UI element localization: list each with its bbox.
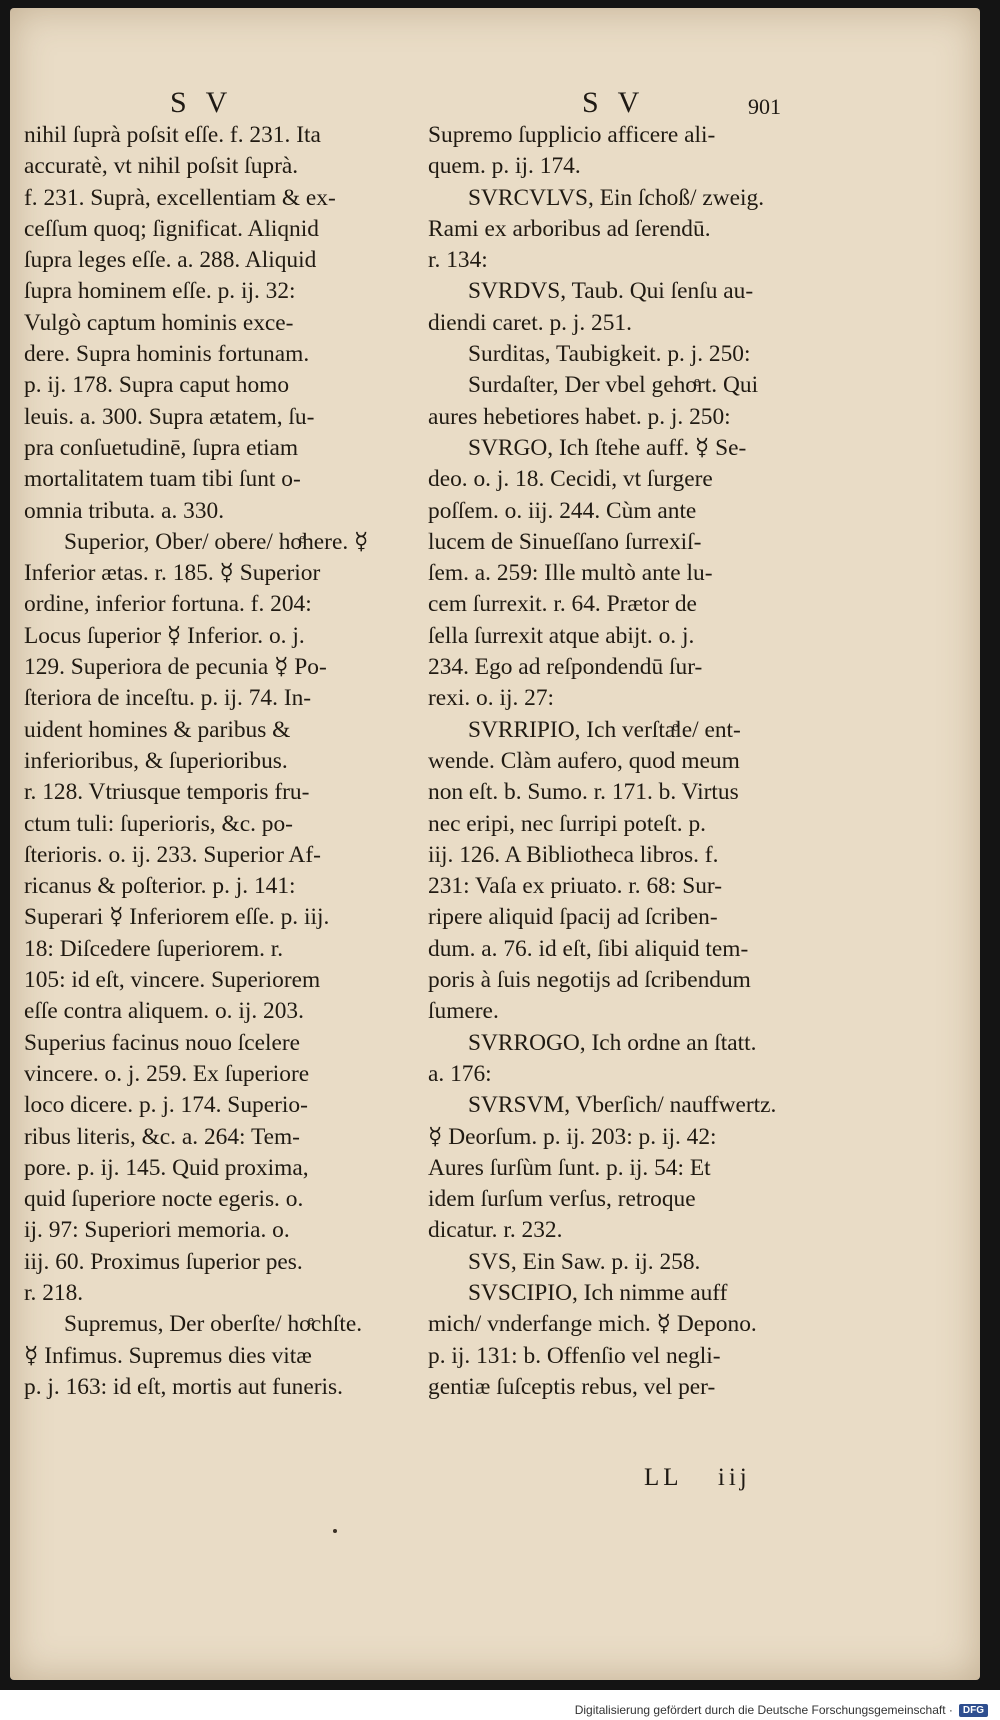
text-line: vincere. o. j. 259. Ex ſuperiore: [24, 1060, 310, 1087]
book-page: [10, 8, 980, 1680]
text-line: idem ſurſum verſus, retroque: [428, 1186, 696, 1213]
text-line: mich/ vnderfange mich. ☿ Depono.: [428, 1311, 757, 1338]
text-line: 234. Ego ad reſpondendū ſur-: [428, 654, 703, 681]
text-line: p. j. 163: id eſt, mortis aut funeris.: [24, 1373, 343, 1400]
signature-number: iij: [717, 1464, 751, 1491]
text-line: ſem. a. 259: Ille multò ante lu-: [428, 560, 713, 587]
text-line: ribus literis, &c. a. 264: Tem-: [24, 1123, 300, 1150]
text-line: ſumere.: [428, 998, 499, 1025]
text-line: p. ij. 178. Supra caput homo: [24, 372, 290, 399]
text-line: ſupra leges eſſe. a. 288. Aliquid: [24, 247, 317, 274]
text-line: r. 128. Vtriusque temporis fru-: [24, 779, 310, 806]
text-line: dum. a. 76. id eſt, ſibi aliquid tem-: [428, 935, 749, 962]
signature-mark: [644, 1464, 751, 1492]
text-line: nec eripi, nec ſurripi poteſt. p.: [428, 810, 706, 837]
text-line: poris à ſuis negotijs ad ſcribendum: [428, 967, 751, 994]
text-line: SVRGO, Ich ſtehe auff. ☿ Se-: [468, 434, 747, 461]
text-line: diendi caret. p. j. 251.: [428, 309, 632, 336]
text-line: 129. Superiora de pecunia ☿ Po-: [24, 654, 327, 681]
text-line: wende. Clàm aufero, quod meum: [428, 747, 740, 774]
text-line: p. ij. 131: b. Offenſio vel negli-: [428, 1342, 721, 1369]
left-column: [24, 120, 414, 1403]
text-line: SVRRIPIO, Ich verſtaͤle/ ent-: [468, 716, 741, 743]
text-line: Locus ſuperior ☿ Inferior. o. j.: [24, 622, 305, 649]
text-line: pore. p. ij. 145. Quid proxima,: [24, 1154, 309, 1181]
text-line: loco dicere. p. j. 174. Superio-: [24, 1092, 308, 1119]
text-line: ſupra hominem eſſe. p. ij. 32:: [24, 278, 296, 305]
text-line: iij. 126. A Bibliotheca libros. f.: [428, 841, 719, 868]
text-line: Surdaſter, Der vbel gehoͤrt. Qui: [468, 372, 759, 399]
ink-dot: [333, 1529, 337, 1533]
text-line: uident homines & paribus &: [24, 716, 291, 743]
text-line: 105: id eſt, vincere. Superiorem: [24, 967, 321, 994]
text-line: ☿ Infimus. Supremus dies vitæ: [24, 1342, 312, 1369]
text-line: ripere aliquid ſpacij ad ſcriben-: [428, 904, 718, 931]
text-line: ſterioris. o. ij. 233. Superior Af-: [24, 841, 321, 868]
footer-credit: [575, 1700, 988, 1720]
dfg-logo: DFG: [959, 1704, 988, 1717]
text-line: accuratè, vt nihil poſsit ſuprà.: [24, 153, 299, 180]
text-line: a. 176:: [428, 1060, 492, 1087]
text-line: SVRSVM, Vberſich/ nauffwertz.: [468, 1092, 777, 1119]
text-line: omnia tributa. a. 330.: [24, 497, 225, 524]
text-line: SVRROGO, Ich ordne an ſtatt.: [468, 1029, 757, 1056]
text-line: inferioribus, & ſuperioribus.: [24, 747, 288, 774]
text-line: SVS, Ein Saw. p. ij. 258.: [468, 1248, 701, 1275]
right-column: [428, 120, 828, 1403]
text-line: deo. o. j. 18. Cecidi, vt ſurgere: [428, 466, 713, 493]
text-line: aures hebetiores habet. p. j. 250:: [428, 403, 731, 430]
text-line: Superior, Ober/ obere/ hoͤhere. ☿: [64, 528, 369, 555]
text-line: rexi. o. ij. 27:: [428, 685, 555, 712]
text-line: leuis. a. 300. Supra ætatem, ſu-: [24, 403, 315, 430]
text-line: f. 231. Suprà, excellentiam & ex-: [24, 184, 336, 211]
text-line: iij. 60. Proximus ſuperior pes.: [24, 1248, 303, 1275]
text-line: mortalitatem tuam tibi ſunt o-: [24, 466, 301, 493]
text-line: gentiæ ſuſceptis rebus, vel per-: [428, 1373, 716, 1400]
text-line: Supremo ſupplicio afficere ali-: [428, 122, 716, 148]
text-line: ceſſum quoq; ſignificat. Aliqnid: [24, 215, 319, 242]
text-line: Superius facinus nouo ſcelere: [24, 1029, 301, 1056]
text-line: nihil ſuprà poſsit eſſe. f. 231. Ita: [24, 122, 321, 148]
text-line: SVRDVS, Taub. Qui ſenſu au-: [468, 278, 754, 305]
text-line: ſella ſurrexit atque abijt. o. j.: [428, 622, 695, 649]
text-line: ctum tuli: ſuperioris, &c. po-: [24, 810, 293, 837]
text-line: quid ſuperiore nocte egeris. o.: [24, 1186, 304, 1213]
text-line: Rami ex arboribus ad ſerendū.: [428, 215, 711, 242]
signature-letters: LL: [644, 1464, 682, 1491]
text-line: Vulgò captum hominis exce-: [24, 309, 294, 336]
text-line: r. 218.: [24, 1279, 84, 1306]
text-line: quem. p. ij. 174.: [428, 153, 581, 180]
text-line: 231: Vaſa ex priuato. r. 68: Sur-: [428, 873, 723, 900]
text-line: SVSCIPIO, Ich nimme auff: [468, 1279, 728, 1306]
footer-credit-text: Digitalisierung gefördert durch die Deutsche Forschungsgemeinschaft ·: [574, 1703, 953, 1717]
text-line: ij. 97: Superiori memoria. o.: [24, 1217, 290, 1244]
text-line: Surditas, Taubigkeit. p. j. 250:: [468, 341, 751, 368]
running-head-right: S V: [582, 86, 646, 119]
text-line: lucem de Sinueſſano ſurrexiſ-: [428, 528, 702, 555]
text-line: r. 134:: [428, 247, 488, 274]
text-line: eſſe contra aliquem. o. ij. 203.: [24, 998, 304, 1025]
text-line: ☿ Deorſum. p. ij. 203: p. ij. 42:: [428, 1123, 717, 1150]
text-line: Inferior ætas. r. 185. ☿ Superior: [24, 560, 321, 587]
text-line: Supremus, Der oberſte/ hoͤchſte.: [64, 1311, 363, 1338]
text-line: poſſem. o. iij. 244. Cùm ante: [428, 497, 697, 524]
text-line: non eſt. b. Sumo. r. 171. b. Virtus: [428, 779, 739, 806]
text-line: cem ſurrexit. r. 64. Prætor de: [428, 591, 697, 618]
text-line: dicatur. r. 232.: [428, 1217, 563, 1244]
text-line: dere. Supra hominis fortunam.: [24, 341, 310, 368]
running-head-left: S V: [170, 86, 234, 119]
text-line: SVRCVLVS, Ein ſchoß/ zweig.: [468, 184, 765, 211]
text-line: ordine, inferior fortuna. f. 204:: [24, 591, 312, 618]
text-line: 18: Diſcedere ſuperiorem. r.: [24, 935, 284, 962]
text-line: Aures ſurſùm ſunt. p. ij. 54: Et: [428, 1154, 711, 1181]
text-line: ricanus & poſterior. p. j. 141:: [24, 873, 296, 900]
page-number: 901: [748, 94, 781, 119]
text-line: ſteriora de inceſtu. p. ij. 74. In-: [24, 685, 312, 712]
text-line: pra conſuetudinē, ſupra etiam: [24, 434, 299, 461]
text-line: Superari ☿ Inferiorem eſſe. p. iij.: [24, 904, 330, 931]
